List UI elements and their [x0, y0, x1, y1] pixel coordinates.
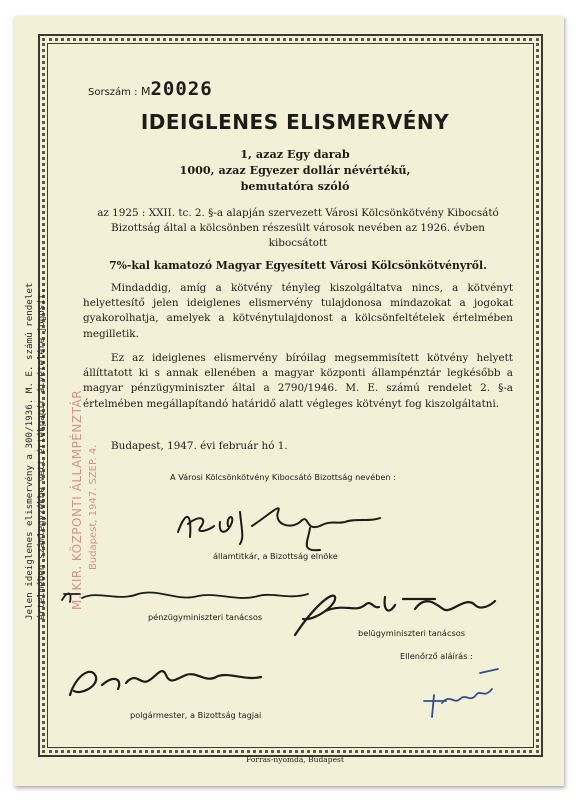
side-note-line2: értelmében számlegyzékbe vett értékpapír átvételére jogosít. — [36, 288, 47, 620]
side-note — [24, 160, 60, 620]
stamp-line2: Budapest, 1947. SZEP. 4. — [88, 444, 99, 570]
serial-number — [88, 78, 213, 100]
subtitle-denomination: 1000, azaz Egyezer dollár névértékű, — [179, 163, 411, 177]
signatory-interior-title: belügyminiszteri tanácsos — [358, 628, 465, 638]
printer-imprint: Forrás-nyomda, Budapest — [246, 755, 344, 764]
control-signature-label: Ellenőrző aláírás : — [400, 651, 473, 661]
stamp-line1: M. KIR. KÖZPONTI ÁLLAMPÉNZTÁR — [70, 389, 84, 610]
paragraph-rights: Mindaddig, amíg a kötvény tényleg kiszolgáltatva nincs, a kötvényt helyettesítő jelen ideiglenes elismervény tulajdonosa mindazokat a jogokat gyakorolhatja, amelyek a kötvénytulajdonost a kölcsönfeltételek értelmében megilletik. — [83, 282, 513, 340]
committee-line: A Városi Kölcsönkötvény Kibocsátó Bizottság nevében : — [170, 472, 396, 482]
signatory-mayor-title: polgármester, a Bizottság tagjai — [130, 710, 262, 720]
signatory-finance-title: pénzügyminiszteri tanácsos — [148, 612, 263, 622]
intro-paragraph: az 1925 : XXII. tc. 2. §-a alapján szervezett Városi Kölcsönkötvény Kibocsátó Bizottság által a kölcsönben részesült városok nevében az 1926. évben kibocsátott — [97, 207, 499, 250]
paragraph-replacement: Ez az ideiglenes elismervény bíróilag megsemmisített kötvény helyett állíttatott ki s annak ellenében a magyar központi állampénztár legkésőbb a magyar pénzügyminiszter által a 2790/1946. M. E. számú rendelet 2. §-a értelmében megállapítandó határidő alatt végleges kötvényt fog kiszolgáltatni. — [83, 352, 513, 410]
signatory-chair-title: államtitkár, a Bizottság elnöke — [213, 551, 338, 561]
bond-name: 7%-kal kamatozó Magyar Egyesített Városi Kölcsönkötvényről. — [109, 259, 487, 272]
serial-prefix: M — [140, 85, 151, 98]
serial-label: Sorszám : — [88, 87, 138, 98]
signature-control — [420, 665, 500, 720]
serial-value: 20026 — [150, 78, 213, 100]
side-note-line1: Jelen ideiglenes elismervény a 300/1936. M. E. számú rendelet — [24, 282, 35, 620]
document-title: IDEIGLENES ELISMERVÉNY — [140, 110, 450, 134]
subtitle-quantity: 1, azaz Egy darab — [240, 147, 350, 161]
treasury-stamp — [70, 230, 130, 610]
place-and-date: Budapest, 1947. évi február hó 1. — [111, 440, 288, 452]
subtitle-bearer: bemutatóra szóló — [240, 179, 350, 193]
signature-mayor — [66, 655, 276, 715]
